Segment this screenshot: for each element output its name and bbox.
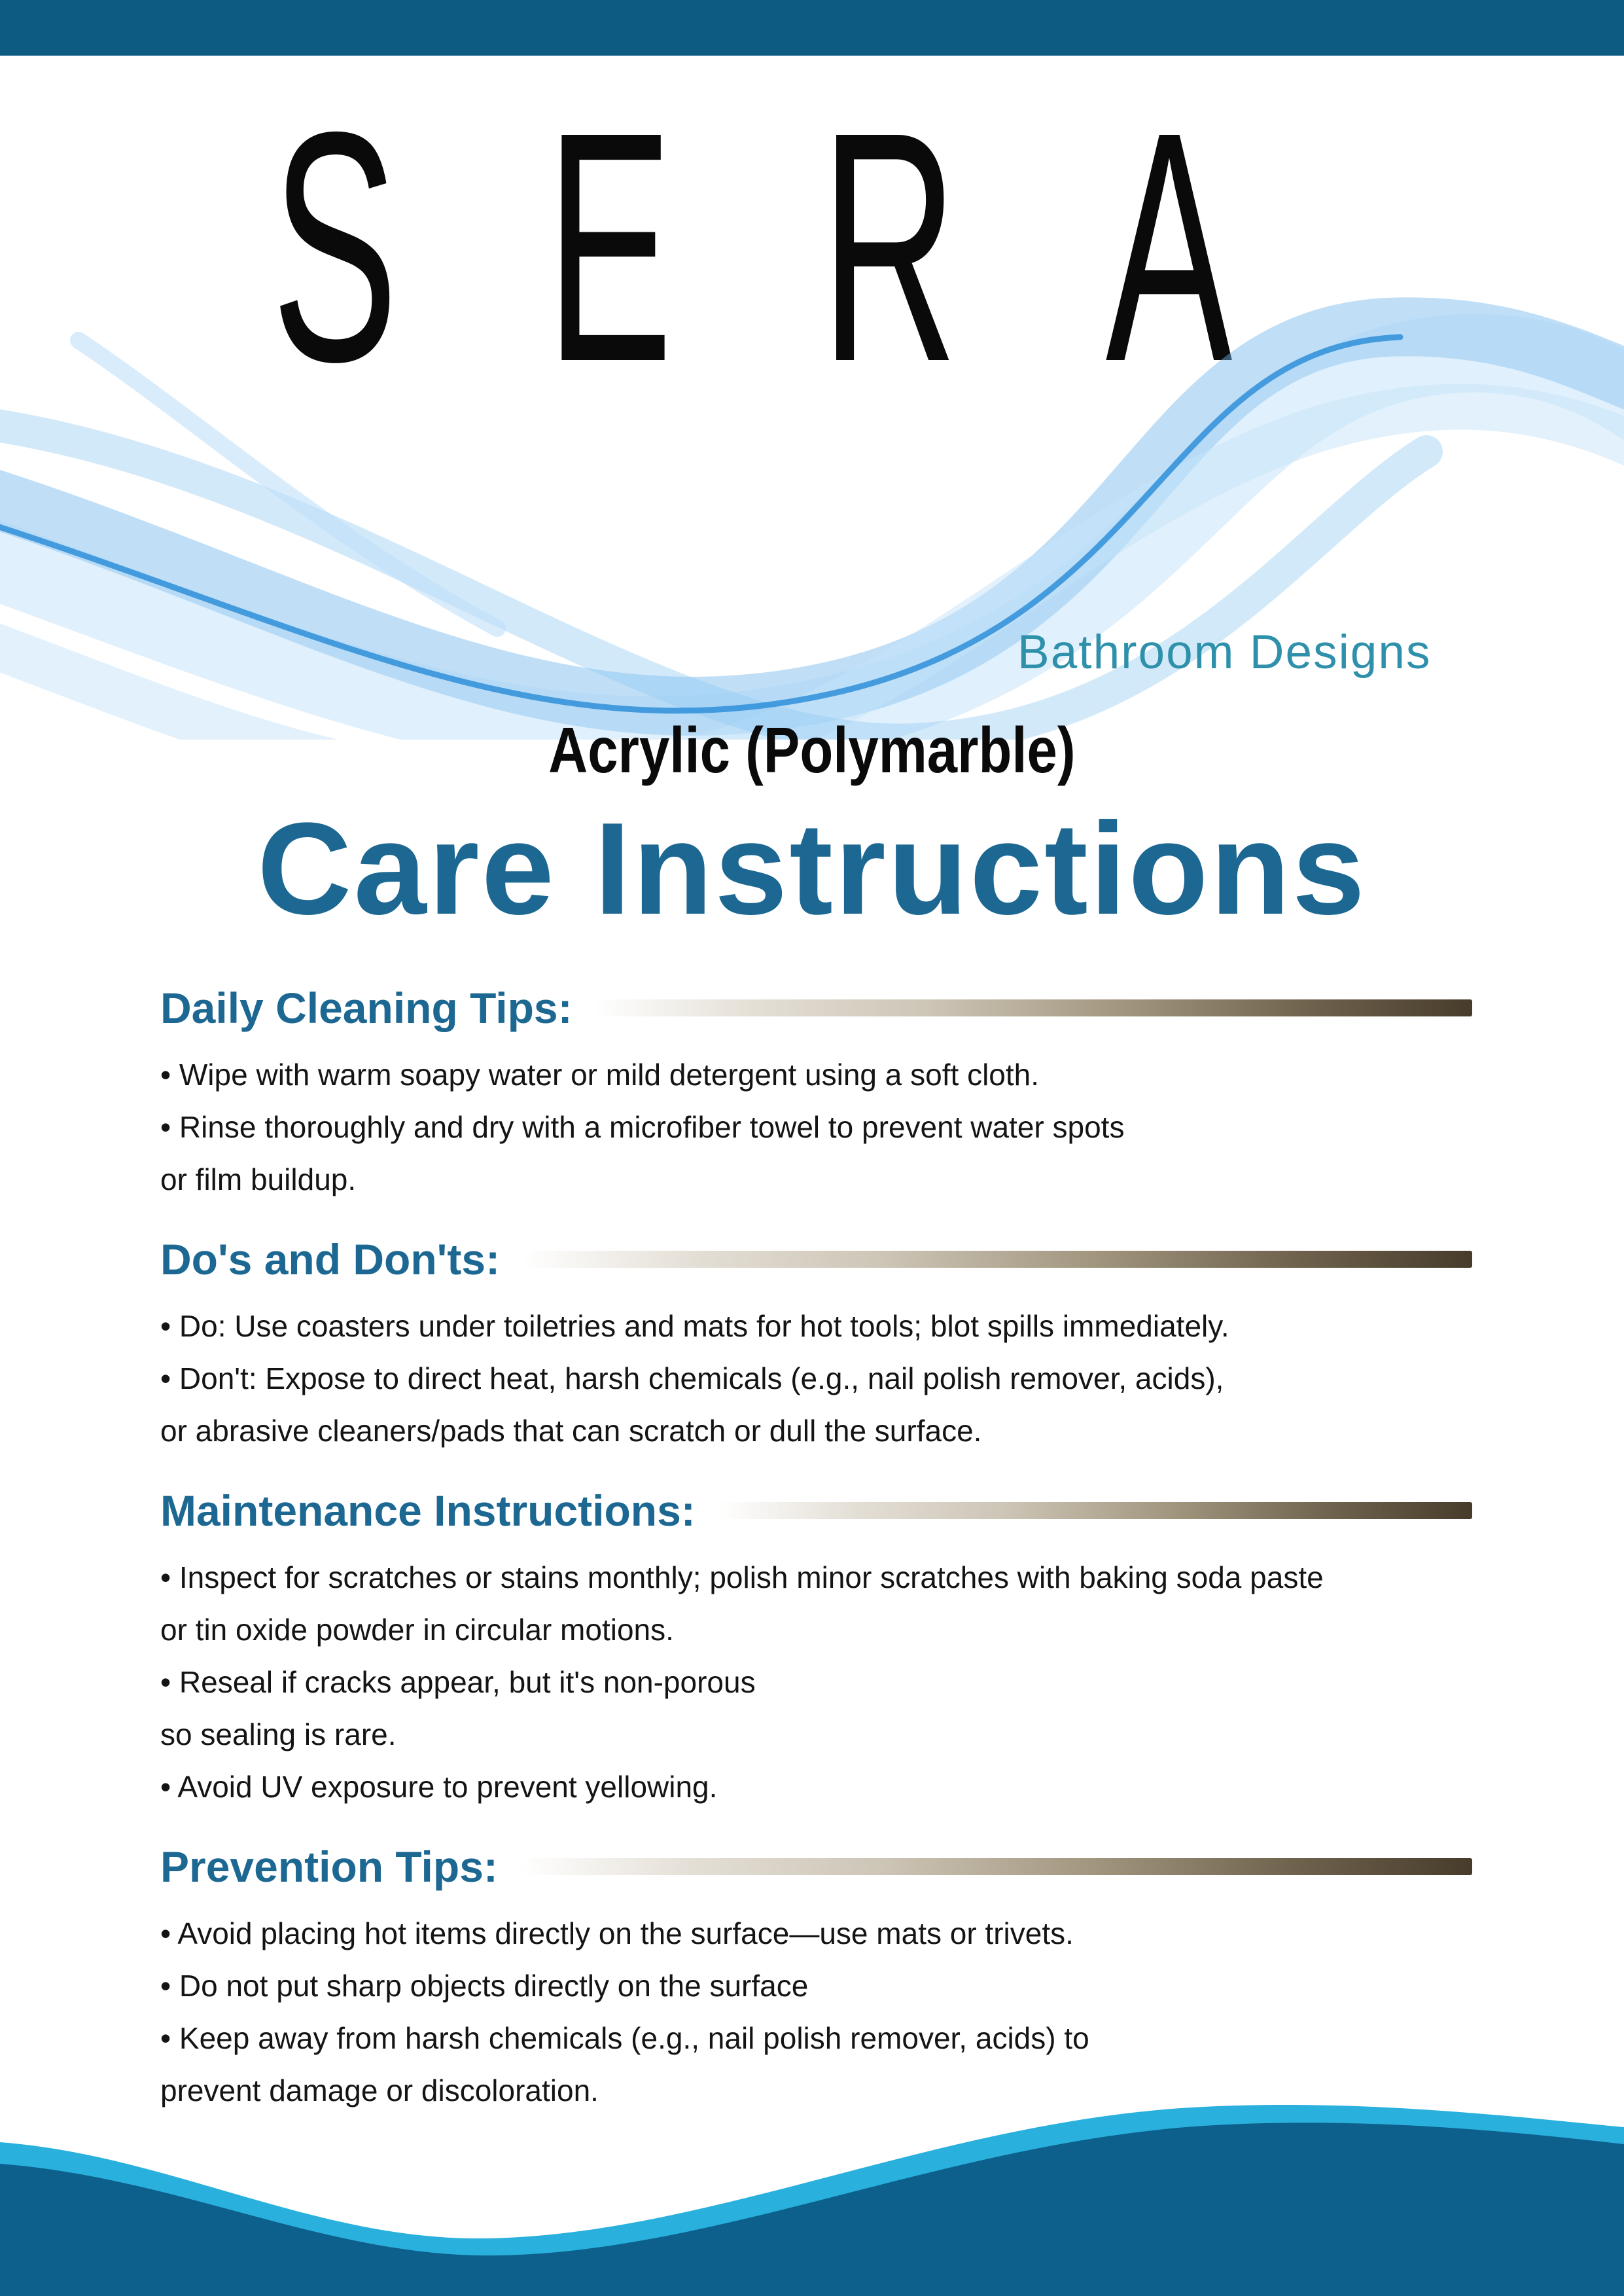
bullet-marker: • [160,1560,179,1594]
section-bullets [160,1049,1472,1206]
bullet-text: or abrasive cleaners/pads that can scratch or dull the surface. [160,1414,982,1448]
section-bullets [160,1551,1472,1813]
bullet-marker: • [160,1309,179,1343]
care-section [160,1233,1472,1457]
section-heading-row [160,1484,1472,1537]
section-heading-row [160,982,1472,1034]
brand-logo-text: SERA [272,63,1381,429]
bullet-line [160,1761,1472,1813]
bullet-line [160,1300,1472,1352]
bullet-line [160,1101,1472,1153]
bullet-text: Wipe with warm soapy water or mild detergent using a soft cloth. [179,1058,1040,1092]
bullet-line [160,1405,1472,1457]
bullet-line [160,1708,1472,1761]
bullet-marker: • [160,1665,179,1699]
bullet-text: Don't: Expose to direct heat, harsh chemicals (e.g., nail polish remover, acids), [179,1361,1224,1395]
bullet-line [160,2012,1472,2064]
section-heading: Daily Cleaning Tips: [160,984,573,1032]
brand-tagline: Bathroom Designs [1017,626,1432,679]
bullet-line [160,1656,1472,1708]
section-heading: Do's and Don'ts: [160,1235,501,1283]
section-divider-bar [521,1858,1472,1875]
bullet-text: Keep away from harsh chemicals (e.g., nail polish remover, acids) to [179,2021,1089,2055]
bullet-line [160,1049,1472,1101]
section-heading-row [160,1233,1472,1285]
section-heading: Maintenance Instructions: [160,1486,696,1535]
bullet-text: Avoid placing hot items directly on the surface—use mats or trivets. [177,1916,1074,1950]
material-heading: Acrylic (Polymarble) [548,714,1076,786]
footer-wave-graphic [0,2093,1624,2296]
section-heading: Prevention Tips: [160,1842,498,1891]
sections-container [160,982,1472,2144]
section-divider-bar [595,999,1472,1016]
bullet-line [160,1352,1472,1405]
bullet-marker: • [160,2021,179,2055]
bullet-text: Avoid UV exposure to prevent yellowing. [177,1770,718,1804]
bullet-text: Rinse thoroughly and dry with a microfiber towel to prevent water spots [179,1110,1125,1144]
bullet-line [160,1960,1472,2012]
bullet-text: Do not put sharp objects directly on the surface [179,1969,809,2003]
care-section [160,1840,1472,2117]
bullet-text: Reseal if cracks appear, but it's non-porous [179,1665,756,1699]
top-accent-bar [0,0,1624,56]
bullet-marker: • [160,1110,179,1144]
bullet-line [160,1551,1472,1604]
bullet-text: prevent damage or discoloration. [160,2073,599,2108]
section-divider-bar [523,1251,1472,1268]
bullet-text: Do: Use coasters under toiletries and mats for hot tools; blot spills immediately. [179,1309,1229,1343]
section-divider-bar [718,1502,1472,1519]
section-bullets [160,1300,1472,1457]
bullet-line [160,1604,1472,1656]
bullet-marker: • [160,1916,178,1950]
bullet-marker: • [160,1058,179,1092]
material-heading-row [0,713,1624,787]
page-title: Care Instructions [257,796,1367,942]
bullet-text: or tin oxide powder in circular motions. [160,1613,674,1647]
bullet-line [160,1153,1472,1206]
bullet-text: so sealing is rare. [160,1717,397,1751]
section-heading-row [160,1840,1472,1893]
section-bullets [160,1907,1472,2117]
care-section [160,982,1472,1206]
bullet-text: or film buildup. [160,1162,357,1196]
bullet-text: Inspect for scratches or stains monthly; polish minor scratches with baking soda paste [179,1560,1324,1594]
care-section [160,1484,1472,1813]
bullet-marker: • [160,1770,178,1804]
bullet-marker: • [160,1361,179,1395]
bullet-marker: • [160,1969,179,2003]
bullet-line [160,1907,1472,1960]
